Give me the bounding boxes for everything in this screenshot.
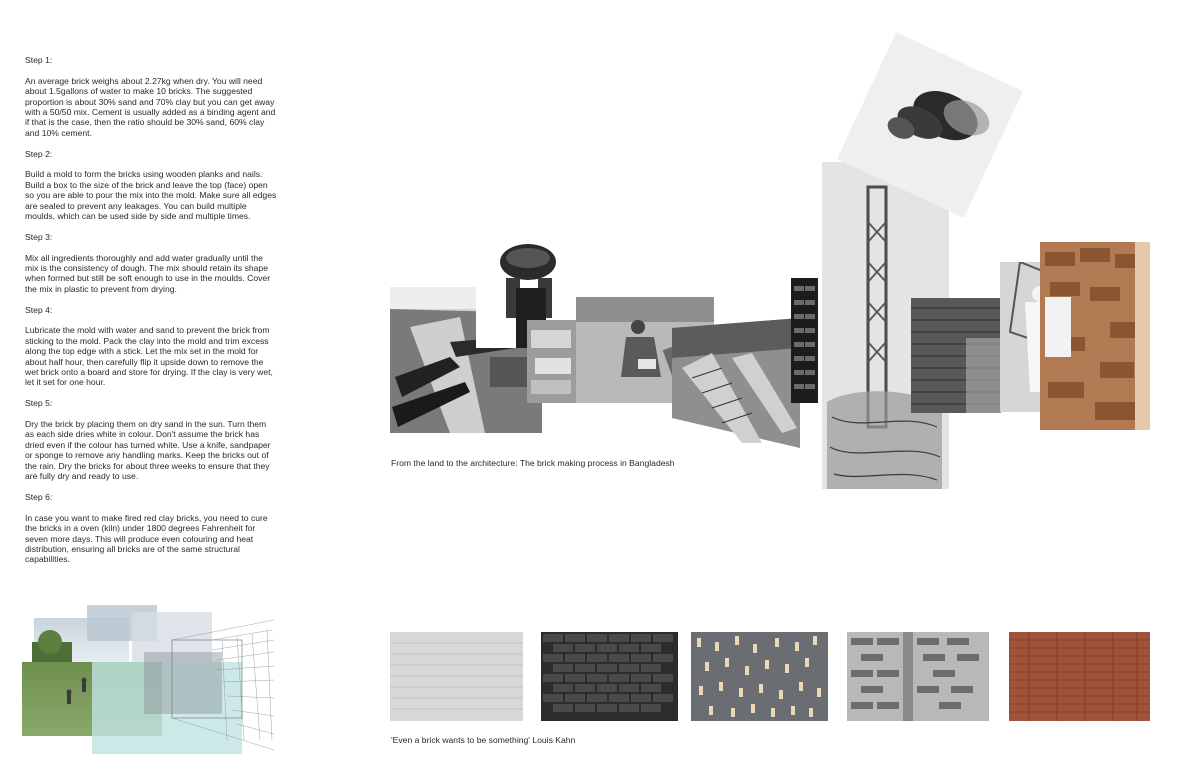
light-brick-texture (390, 632, 523, 721)
step-text: Build a mold to form the bricks using wooden planks and nails. Build a box to the size of the brick and leave the top (face) open so you are able to pour the mix into the mold. Make sure all edges are sealed to prevent any leakages. You can build multiple moulds, which can be used side by side and multiple times. (25, 169, 277, 222)
step-title: Step 4: (25, 304, 53, 315)
red-brick-texture (1009, 632, 1150, 721)
step-5 (25, 398, 277, 481)
step-1 (25, 55, 277, 138)
process-caption: From the land to the architecture: The brick making process in Bangladesh (391, 458, 675, 468)
brick-molds-photo (527, 320, 577, 403)
brick-field-rows-photo (672, 318, 800, 448)
step-text: In case you want to make fired red clay bricks, you need to cure the bricks in a oven (kiln) under 1800 degrees Fahrenheit for seven more days. This will produce even colouring and heat distribution, ensuring all bricks are of the same structural capabilities. (25, 512, 268, 565)
step-text: Dry the brick by placing them on dry sand in the sun. Turn them as each side dries white in colour. Don't assume the brick has dried even if the colour has turned white. Use a knife, sandpaper or sponge to remove any handling marks. Keep the bricks out of the rain. Dry the bricks for about three weeks to ensure that they are fully dry and ready to use. (25, 419, 271, 482)
step-4 (25, 305, 277, 388)
steps-column (25, 55, 277, 575)
step-text: Lubricate the mold with water and sand to prevent the brick from sticking to the mold. Pack the clay into the mold and trim excess along the top edge with a stick. Let the mix set in the mold for about half hour, then carefully flip it upside down to remove the wet brick onto a board and store for drying. If the clay is very wet, let it set for one hour. (25, 325, 273, 388)
landscape-collage-image (22, 600, 277, 760)
step-6 (25, 492, 277, 565)
step-2 (25, 149, 277, 222)
step-title: Step 1: (25, 55, 53, 65)
dark-brick-texture (541, 632, 678, 721)
step-title: Step 5: (25, 398, 53, 409)
step-3 (25, 232, 277, 294)
perforated-brick-texture (691, 632, 828, 721)
textured-brick-texture (847, 632, 989, 721)
step-text: Mix all ingredients thoroughly and add water gradually until the mix is the consistency of dough. The mix should retain its shape when formed but still be soft enough to use in the moulds. Cover the mix in plastic to prevent from drying. (25, 252, 271, 294)
step-text: An average brick weighs about 2.27kg when dry. You will need about 1.5gallons of water to make 10 bricks. The suggested proportion is about 30% sand and 70% clay but you can get away with a 50/50 mix. Cement is usually added as a binding agent and if that is the case, then the ratio should be 30% sand, 60% clay and 10% cement. (25, 75, 276, 138)
drying-bricks-stack-photo (911, 298, 1001, 413)
step-title: Step 3: (25, 231, 53, 242)
step-title: Step 6: (25, 491, 53, 502)
brick-stack-photo (791, 278, 818, 403)
brick-stack-color-photo (1040, 242, 1150, 430)
step-title: Step 2: (25, 148, 53, 159)
kahn-quote-caption: 'Even a brick wants to be something' Louis Kahn (391, 735, 576, 745)
